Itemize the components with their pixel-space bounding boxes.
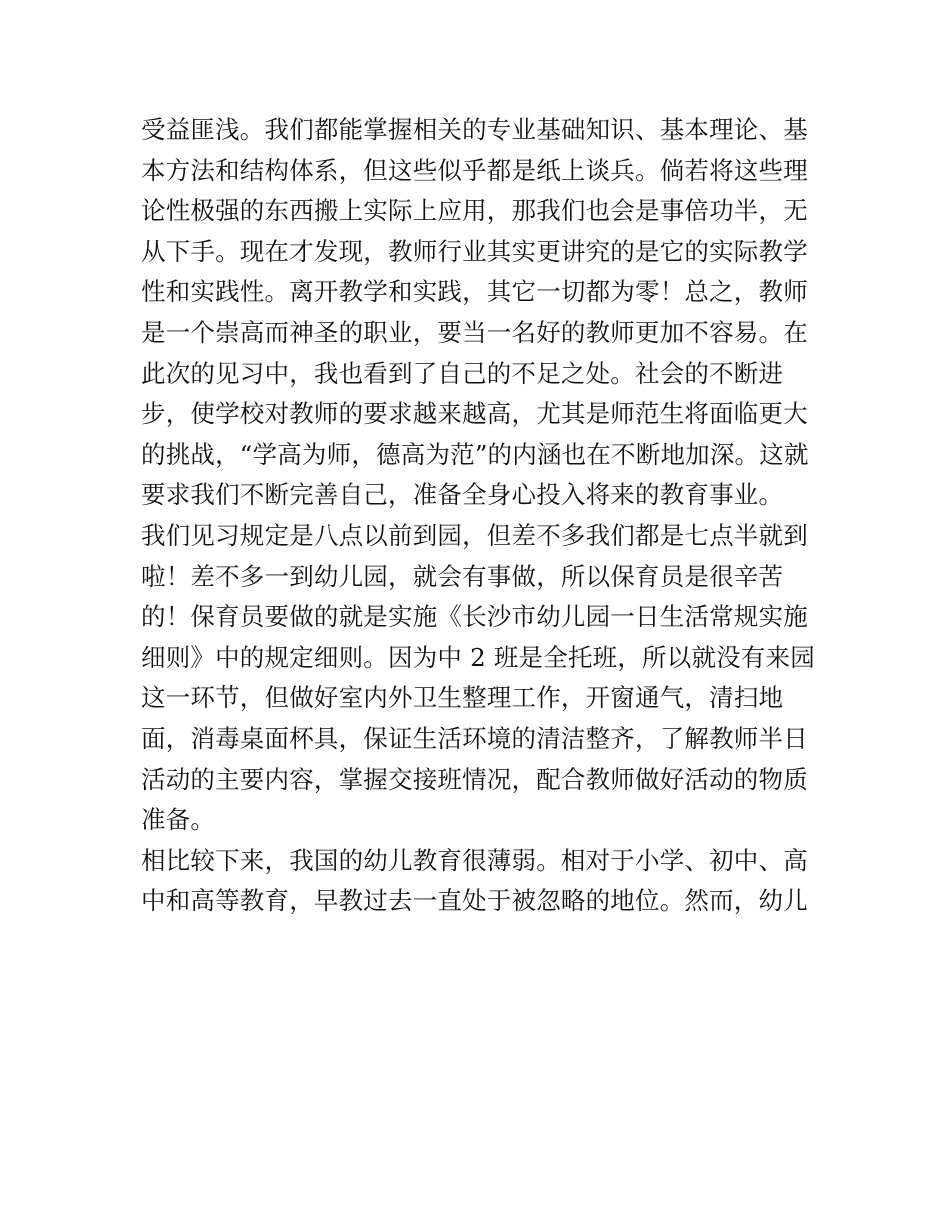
text-line: 面，消毒桌面杯具，保证生活环境的清洁整齐，了解教师半日 (141, 723, 808, 753)
document-body (141, 110, 821, 922)
text-line: 我们见习规定是八点以前到园，但差不多我们都是七点半就到 (141, 520, 808, 550)
text-line: 活动的主要内容，掌握交接班情况，配合教师做好活动的物质 (141, 764, 808, 794)
text-line: 要求我们不断完善自己，准备全身心投入将来的教育事业。 (141, 480, 784, 510)
text-line: 这一环节，但做好室内外卫生整理工作，开窗通气，清扫地 (141, 683, 784, 713)
text-line: 此次的见习中，我也看到了自己的不足之处。社会的不断进 (141, 358, 784, 388)
text-line: 性和实践性。离开教学和实践，其它一切都为零！总之，教师 (141, 277, 808, 307)
text-line: 从下手。现在才发现，教师行业其实更讲究的是它的实际教学 (141, 236, 808, 266)
text-line: 论性极强的东西搬上实际上应用，那我们也会是事倍功半，无 (141, 196, 808, 226)
text-line: 细则》中的规定细则。因为中 2 班是全托班，所以就没有来园 (141, 642, 815, 672)
text-line: 中和高等教育，早教过去一直处于被忽略的地位。然而，幼儿 (141, 886, 808, 916)
text-line: 准备。 (141, 805, 216, 835)
text-line: 啦！差不多一到幼儿园，就会有事做，所以保育员是很辛苦 (141, 561, 784, 591)
text-line: 的！保育员要做的就是实施《长沙市幼儿园一日生活常规实施 (141, 602, 808, 632)
text-line: 是一个崇高而神圣的职业，要当一名好的教师更加不容易。在 (141, 317, 808, 347)
text-line: 受益匪浅。我们都能掌握相关的专业基础知识、基本理论、基 (141, 115, 808, 144)
text-line: 本方法和结构体系，但这些似乎都是纸上谈兵。倘若将这些理 (141, 155, 808, 185)
text-line: 相比较下来，我国的幼儿教育很薄弱。相对于小学、初中、高 (141, 845, 808, 875)
text-line: 步，使学校对教师的要求越来越高，尤其是师范生将面临更大 (141, 399, 808, 429)
text-line: 的挑战，“学高为师，德高为范”的内涵也在不断地加深。这就 (141, 439, 809, 469)
